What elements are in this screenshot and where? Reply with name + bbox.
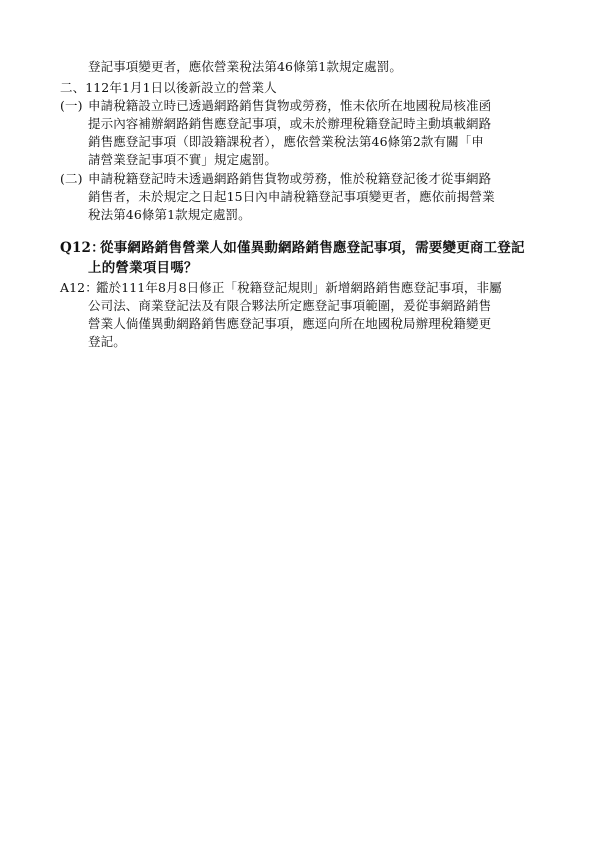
answer-line-2: 公司法、商業登記法及有限合夥法所定應登記事項範圍，爰從事網路銷售 (88, 298, 492, 313)
answer-line-4: 登記。 (88, 334, 126, 349)
item1-line-1: 申請稅籍設立時已透過網路銷售貨物或勞務，惟未依所在地國稅局核准函 (88, 98, 492, 113)
item1-marker: (一) (60, 98, 83, 113)
section-two-heading: 二、112年1月1日以後新設立的營業人 (60, 80, 277, 95)
question-line-2: 上的營業項目嗎？ (88, 260, 198, 276)
carryover-text: 登記事項變更者，應依營業稅法第46條第1款規定處罰。 (88, 59, 402, 74)
answer-label: A12： (60, 280, 98, 295)
item1-line-2: 提示內容補辦網路銷售應登記事項，或未於辦理稅籍登記時主動填載網路 (88, 116, 492, 131)
item1-line-4: 請營業登記事項不實」規定處罰。 (88, 152, 278, 167)
item2-line-2: 銷售者，未於規定之日起15日內申請稅籍登記事項變更者，應依前揭營業 (88, 189, 495, 204)
answer-line-1: 鑑於111年8月8日修正「稅籍登記規則」新增網路銷售應登記事項，非屬 (96, 280, 502, 295)
answer-line-3: 營業人倘僅異動網路銷售應登記事項，應逕向所在地國稅局辦理稅籍變更 (88, 316, 492, 331)
item2-line-1: 申請稅籍登記時未透過網路銷售貨物或勞務，惟於稅籍登記後才從事網路 (88, 171, 492, 186)
item2-line-3: 稅法第46條第1款規定處罰。 (88, 207, 251, 222)
question-line-1: 從事網路銷售營業人如僅異動網路銷售應登記事項，需要變更商工登記 (100, 240, 525, 256)
question-label: Q12： (60, 240, 105, 256)
item2-marker: (二) (60, 171, 83, 186)
item1-line-3: 銷售應登記事項（即設籍課稅者），應依營業稅法第46條第2款有關「申 (88, 134, 484, 149)
